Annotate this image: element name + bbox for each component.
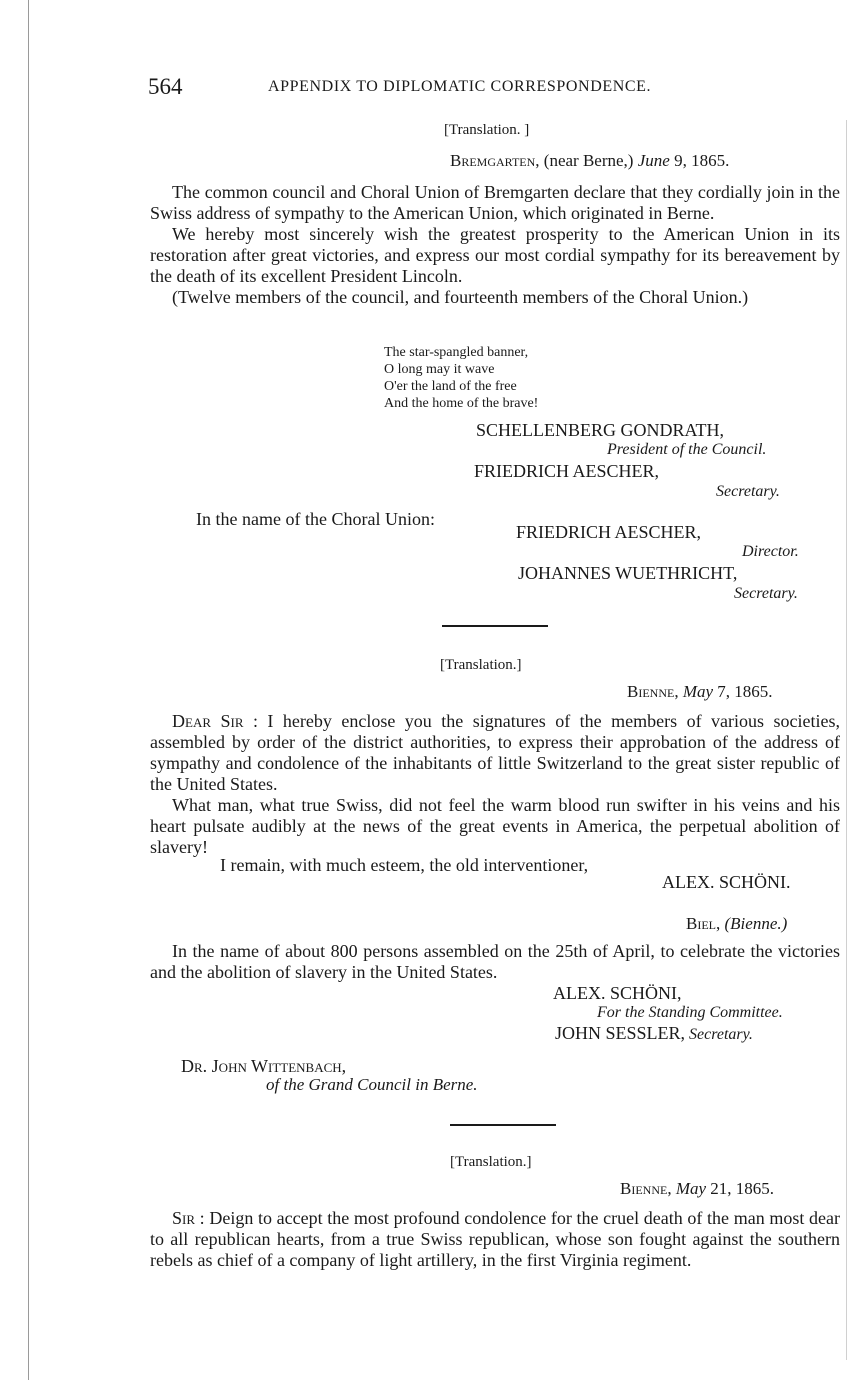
- signature-name: ALEX. SCHÖNI,: [553, 983, 682, 1003]
- letter3-body: [150, 1208, 840, 1271]
- signature-name: ALEX. SCHÖNI.: [662, 872, 791, 892]
- signature-title: Secretary.: [716, 483, 780, 500]
- dateline-place-alt: (Bienne.): [724, 914, 788, 933]
- dateline-day-year: 21, 1865.: [706, 1179, 775, 1198]
- dateline-day-year: 7, 1865.: [713, 682, 773, 701]
- signature-name: FRIEDRICH AESCHER,: [516, 522, 702, 542]
- section-divider: [450, 1124, 556, 1126]
- choral-union-line: In the name of the Choral Union:: [196, 509, 435, 529]
- dateline-month: May: [682, 682, 714, 701]
- dateline-place: Biel,: [686, 914, 721, 933]
- letter2-body: [150, 711, 840, 858]
- dateline-3: [620, 1179, 774, 1199]
- paragraph: The common council and Choral Union of Bremgarten declare that they cordially join in the Swiss address of sympathy to the American Union, which originated in Berne.: [150, 182, 840, 223]
- poem-line: O'er the land of the free: [384, 379, 517, 394]
- paragraph: What man, what true Swiss, did not feel the warm blood run swifter in his veins and his heart pulsate audibly at the news of the great events in America, the perpetual abolition of slavery!: [150, 795, 840, 857]
- paragraph-text: : Deign to accept the most profound condolence for the cruel death of the man most dear to all republican hearts, from a true Swiss republican, whose son fought against the southern rebels as chief of a company of light artillery, in the first Virginia regiment.: [150, 1208, 840, 1270]
- paragraph: In the name of about 800 persons assembled on the 25th of April, to celebrate the victories and the abolition of slavery in the United States.: [150, 941, 840, 982]
- dateline-day-year: 9, 1865.: [669, 151, 730, 170]
- poem: [384, 344, 538, 412]
- paragraph: [150, 711, 840, 795]
- translation-label-3: [Translation.]: [450, 1154, 532, 1170]
- salutation: Sir: [172, 1208, 196, 1228]
- salutation: Dear Sir: [172, 711, 244, 731]
- translation-label-1: [Translation. ]: [444, 122, 530, 138]
- paragraph: We hereby most sincerely wish the greatest prosperity to the American Union in its restoration after great victories, and express our most cordial sympathy for its bereavement by the death of its excellent President Lincoln.: [150, 224, 840, 286]
- signature-name: JOHN SESSLER,: [555, 1023, 686, 1043]
- dateline-1: [450, 151, 729, 171]
- addressee-name: Dr. John Wittenbach,: [181, 1056, 347, 1076]
- signature-line: [555, 1023, 753, 1044]
- dateline-place-rest: (near Berne,): [539, 151, 638, 170]
- signature-title: For the Standing Committee.: [597, 1004, 783, 1021]
- signature-name: JOHANNES WUETHRICHT,: [518, 563, 738, 583]
- dateline-biel: [686, 914, 787, 934]
- paragraph: [150, 1208, 840, 1271]
- scan-right-edge: [846, 120, 847, 1360]
- signature-name: FRIEDRICH AESCHER,: [474, 461, 660, 481]
- section-divider: [442, 625, 548, 627]
- dateline-place: Bremgarten,: [450, 151, 540, 170]
- scan-left-edge: [28, 0, 29, 1380]
- signature-title: Secretary.: [734, 585, 798, 602]
- dateline-place: Bienne,: [627, 682, 679, 701]
- signature-title: Secretary.: [689, 1026, 753, 1043]
- poem-line: And the home of the brave!: [384, 396, 539, 411]
- paragraph-text: : I hereby enclose you the signatures of the members of various societies, assembled by order of the district authorities, to express their approbation of the address of sympathy and condolence of the inhabitants of little Switzerland to the great sister republic of the United States.: [150, 711, 840, 794]
- signature-title: Director.: [742, 543, 799, 560]
- signature-name: SCHELLENBERG GONDRATH,: [476, 420, 725, 440]
- dateline-month: May: [675, 1179, 707, 1198]
- running-title: APPENDIX TO DIPLOMATIC CORRESPONDENCE.: [268, 78, 652, 95]
- paragraph: (Twelve members of the council, and fourteenth members of the Choral Union.): [172, 287, 749, 307]
- page-number: 564: [148, 74, 183, 99]
- poem-line: O long may it wave: [384, 362, 495, 377]
- signature-title: President of the Council.: [607, 441, 767, 458]
- letter1-body: [150, 182, 840, 308]
- dateline-2: [627, 682, 773, 702]
- dateline-month: June: [637, 151, 670, 170]
- translation-label-2: [Translation.]: [440, 657, 522, 673]
- poem-line: The star-spangled banner,: [384, 345, 529, 360]
- addressee-title: of the Grand Council in Berne.: [266, 1075, 478, 1094]
- closing-line: I remain, with much esteem, the old interventioner,: [220, 855, 589, 875]
- biel-body: [150, 941, 840, 983]
- dateline-place: Bienne,: [620, 1179, 672, 1198]
